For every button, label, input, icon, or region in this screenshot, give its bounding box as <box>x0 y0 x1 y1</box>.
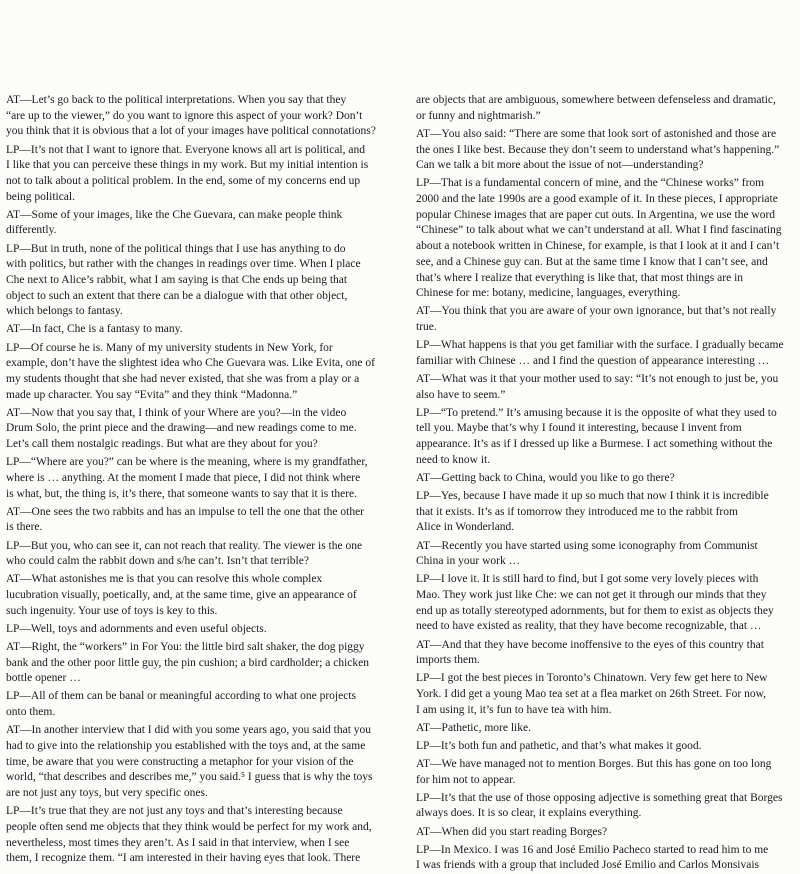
text-line: Che next to Alice’s rabbit, what I am saying is that Che ends up being that <box>6 273 348 286</box>
text-line: 2000 and the late 1990s are a good example of it. In these pieces, I appropriate <box>416 193 778 205</box>
text-line: Can we talk a bit more about the issue of not—understanding? <box>416 159 704 172</box>
text-line: AT—Recently you have started using some iconography from Communist <box>416 539 758 552</box>
text-line: Chinese for me: botany, medicine, languages, everything. <box>416 287 681 300</box>
text-line: AT—Pathetic, more like. <box>416 721 531 734</box>
text-line: not to talk about a political problem. In the end, some of my concerns end up <box>6 174 361 187</box>
text-line: AT—What astonishes me is that you can resolve this whole complex <box>6 573 323 586</box>
text-line: differently. <box>6 224 57 237</box>
text-line: Alice in Wonderland. <box>416 521 515 534</box>
text-line: LP—That is a fundamental concern of mine, and the “Chinese works” from <box>416 177 765 190</box>
text-line: LP—It’s both fun and pathetic, and that’s what makes it good. <box>416 739 702 752</box>
text-line: AT—You also said: “There are some that look sort of astonished and those are <box>416 127 777 140</box>
text-line: Mao. They work just like Che: we can not get it through our minds that they <box>416 589 767 601</box>
text-line: AT—In fact, Che is a fantasy to many. <box>6 323 183 336</box>
text-line: AT—What was it that your mother used to say: “It’s not enough to just be, you <box>416 372 779 385</box>
text-line: AT—You think that you are aware of your own ignorance, but that’s not really <box>416 305 777 318</box>
text-line: that it exists. It’s as if tomorrow they introduced me to the rabbit from <box>416 505 738 518</box>
text-line: such ingenuity. Your use of toys is key to this. <box>6 604 218 617</box>
text-line: China in your work … <box>416 555 521 568</box>
text-line: York. I did get a young Mao tea set at a flea market on 26th Street. For now, <box>416 688 767 700</box>
text-line: LP—But you, who can see it, can not reach that reality. The viewer is the one <box>6 539 363 552</box>
text-line: AT—In another interview that I did with you some years ago, you said that you <box>6 724 372 737</box>
text-line: popular Chinese images that are paper cut outs. In Argentina, we use the word <box>416 208 776 221</box>
text-line: LP—It’s not that I want to ignore that. Everyone knows all art is political, and <box>6 143 365 156</box>
text-line: people often send me objects that they think would be perfect for my work and, <box>6 820 372 833</box>
text-line: LP—But in truth, none of the political things that I use has anything to do <box>6 242 346 255</box>
text-line: LP—What happens is that you get familiar with the surface. I gradually became <box>416 339 784 352</box>
text-line: Let’s call them nostalgic readings. But what are they about for you? <box>6 438 318 451</box>
text-line: also have to seem.” <box>416 388 506 401</box>
text-line: “Chinese” to talk about what we can’t understand at all. What I find fascinating <box>416 224 782 237</box>
text-line: being political. <box>6 190 75 203</box>
text-line: nevertheless, most times they aren’t. As I said in that interview, when I see <box>6 836 350 849</box>
right-text-column <box>416 93 800 872</box>
text-line: LP—Yes, because I have made it up so much that now I think it is incredible <box>416 490 769 502</box>
text-line: AT—When did you start reading Borges? <box>416 825 608 838</box>
text-line: AT—Getting back to China, would you like to go there? <box>416 471 675 484</box>
text-line: need to have existed as reality, that they have become recognizable, that … <box>416 620 762 633</box>
text-line: bottle opener … <box>6 672 81 685</box>
text-line: LP—In Mexico. I was 16 and José Emilio Pacheco started to read him to me <box>416 843 769 856</box>
text-line: is there. <box>6 521 43 534</box>
text-line: Drum Solo, the print piece and the drawing—and new readings come to me. <box>6 422 357 435</box>
text-line: AT—One sees the two rabbits and has an impulse to tell the one that the other <box>6 505 365 518</box>
text-line: about a notebook written in Chinese, for example, is that I look at it and I can’t <box>416 240 780 253</box>
text-line: LP—I love it. It is still hard to find, but I got some very lovely pieces with <box>416 573 759 586</box>
text-line: that’s where I realize that everything is like that, that most things are in <box>416 271 744 284</box>
text-line: AT—We have managed not to mention Borges. But this has gone on too long <box>416 757 772 770</box>
text-line: AT—Now that you say that, I think of your Where are you?—in the video <box>6 406 347 419</box>
text-line: LP—It’s that the use of those opposing adjective is something great that Borges <box>416 791 783 804</box>
text-line: AT—Some of your images, like the Che Guevara, can make people think <box>6 208 343 221</box>
text-line: I was friends with a group that included José Emilio and Carlos Monsivais <box>416 859 760 872</box>
text-line: imports them. <box>416 654 480 667</box>
text-line: LP—All of them can be banal or meaningful according to what one projects <box>6 690 357 703</box>
left-text-column <box>6 93 398 865</box>
text-line: for him not to appear. <box>416 773 516 786</box>
text-line: “are up to the viewer,” do you want to ignore this aspect of your work? Don’t <box>6 109 363 122</box>
text-line: need to know it. <box>416 453 491 466</box>
text-line: time, be aware that you were constructing a metaphor for your vision of the <box>6 755 354 768</box>
text-line: LP—“Where are you?” can be where is the meaning, where is my grandfather, <box>6 456 368 469</box>
text-line: are not just any toys, but very specific ones. <box>6 787 208 799</box>
text-line: made up character. You say “Evita” and they think “Madonna.” <box>6 388 298 401</box>
text-line: LP—Of course he is. Many of my university students in New York, for <box>6 341 333 354</box>
text-line: is what, but, the thing is, it’s there, that someone wants to say that it is there. <box>6 487 358 500</box>
text-line: lucubration visually, poetically, and, at the same time, give an appearance of <box>6 589 357 601</box>
text-line: LP—“To pretend.” It’s amusing because it is the opposite of what they used to <box>416 406 777 419</box>
text-line: with politics, but rather with the changes in readings over time. When I place <box>6 258 361 271</box>
text-line: AT—Right, the “workers” in For You: the little bird salt shaker, the dog piggy <box>6 640 365 653</box>
text-line: I like that you can perceive these things in my work. But my initial intention is <box>6 159 369 172</box>
text-line: LP—It’s true that they are not just any toys and that’s interesting because <box>6 805 343 818</box>
text-line: had to give into the relationship you established with the toys and, at the same <box>6 739 366 752</box>
text-line: them, I recognize them. “I am interested in their having eyes that look. There <box>6 852 361 865</box>
text-line: are objects that are ambiguous, somewhere between defenseless and dramatic, <box>416 94 776 106</box>
text-line: end up as totally stereotyped adornments, but for them to exist as objects they <box>416 604 774 617</box>
text-line: example, don’t have the slightest idea who Che Guevara was. Like Evita, one of <box>6 357 375 370</box>
text-line: which belongs to fantasy. <box>6 305 123 318</box>
text-line: appearance. It’s as if I dressed up like a Burmese. I act something without the <box>416 438 773 451</box>
text-line: onto them. <box>6 706 56 719</box>
text-line: world, “that describes and describes me,” you said.⁵ I guess that is why the toys <box>6 771 373 784</box>
text-line: bank and the other poor little guy, the pin cushion; a bird cardholder; a chicken <box>6 656 369 669</box>
text-line: you think that it is obvious that a lot of your images have political connotations? <box>6 125 376 138</box>
text-line: see, and a Chinese guy can. But at the same time I know that I can’t see, and <box>416 255 768 268</box>
text-line: tell you. Maybe that’s why I found it interesting, because I invent from <box>416 422 742 435</box>
text-line: true. <box>416 321 437 334</box>
text-line: object to such an extent that there can be a dialogue with that other object, <box>6 289 348 302</box>
text-line: AT—And that they have become inoffensive to the eyes of this country that <box>416 638 764 651</box>
text-line: always does. It is so clear, it explains everything. <box>416 807 642 820</box>
text-line: familiar with Chinese … and I find the question of appearance interesting … <box>416 354 770 367</box>
text-line: LP—Well, toys and adornments and even useful objects. <box>6 622 267 635</box>
text-line: my students thought that she had never existed, that she was from a play or a <box>6 372 360 385</box>
text-line: LP—I got the best pieces in Toronto’s Chinatown. Very few get here to New <box>416 672 768 685</box>
text-line: or funny and nightmarish.” <box>416 109 541 122</box>
text-line: where is … anything. At the moment I made that piece, I did not think where <box>6 471 361 484</box>
text-line: AT—Let’s go back to the political interpretations. When you say that they <box>6 94 347 106</box>
text-line: who could calm the rabbit down and s/he can’t. Isn’t that terrible? <box>6 555 309 568</box>
text-line: the ones I like best. Because they don’t seem to understand what’s happening.” <box>416 143 780 156</box>
text-line: I am using it, it’s fun to have tea with him. <box>416 703 612 716</box>
